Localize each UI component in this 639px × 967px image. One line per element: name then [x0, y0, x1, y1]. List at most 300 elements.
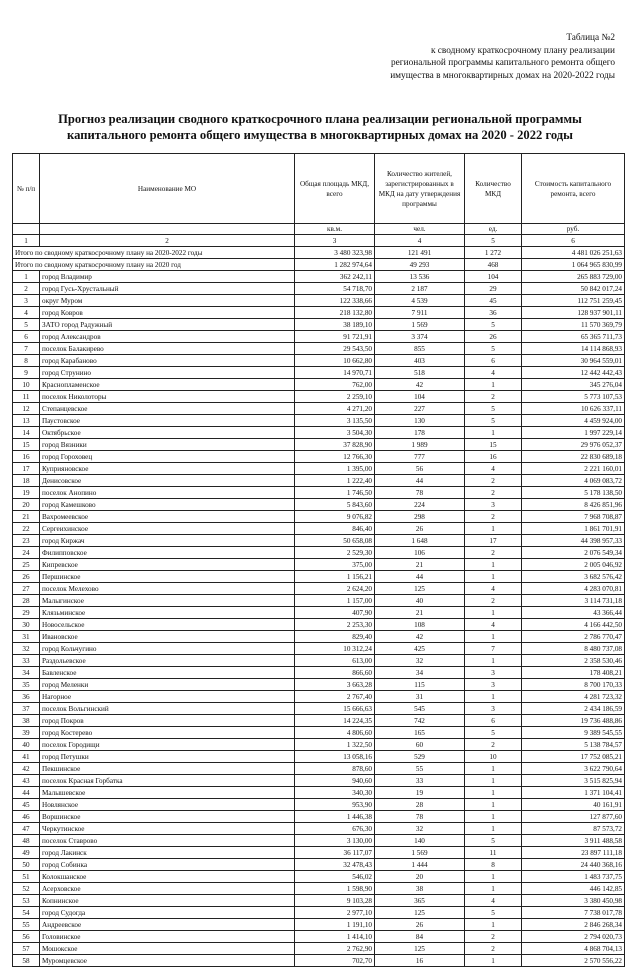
municipality-name: Муромцевское — [40, 955, 295, 967]
row-number: 44 — [13, 787, 40, 799]
municipality-name: округ Муром — [40, 295, 295, 307]
mkd-count: 4 — [465, 619, 522, 631]
cost-value: 3 622 790,64 — [522, 763, 625, 775]
mkd-count: 1 — [465, 559, 522, 571]
area-value: 1 322,50 — [295, 739, 375, 751]
cost-value: 43 366,44 — [522, 607, 625, 619]
col-header-residents: Количество жителей, зарегистрированных в МКД на дату утверждения программы — [375, 154, 465, 224]
mkd-count: 2 — [465, 487, 522, 499]
row-number: 58 — [13, 955, 40, 967]
cost-value: 2 794 020,73 — [522, 931, 625, 943]
row-number: 16 — [13, 451, 40, 463]
mkd-count: 1 — [465, 811, 522, 823]
area-value: 829,40 — [295, 631, 375, 643]
table-row — [13, 667, 625, 679]
table-row — [13, 343, 625, 355]
area-value: 4 806,60 — [295, 727, 375, 739]
cost-value: 2 076 549,34 — [522, 547, 625, 559]
cost-value: 22 830 689,18 — [522, 451, 625, 463]
mkd-count: 1 — [465, 823, 522, 835]
row-number: 35 — [13, 679, 40, 691]
row-number: 3 — [13, 295, 40, 307]
row-number: 42 — [13, 763, 40, 775]
units-row — [13, 224, 625, 235]
cost-value: 1 371 104,41 — [522, 787, 625, 799]
cost-value: 7 738 017,78 — [522, 907, 625, 919]
area-value: 1 414,10 — [295, 931, 375, 943]
residents-value: 130 — [375, 415, 465, 427]
row-number: 41 — [13, 751, 40, 763]
area-value: 15 666,63 — [295, 703, 375, 715]
cost-value: 4 283 070,81 — [522, 583, 625, 595]
table-row — [13, 571, 625, 583]
cost-value: 2 434 186,59 — [522, 703, 625, 715]
area-value: 2 529,30 — [295, 547, 375, 559]
totals-label: Итого по сводному краткосрочному плану на 2020-2022 годы — [13, 247, 295, 259]
municipality-name: город Вязники — [40, 439, 295, 451]
cost-value: 4 166 442,50 — [522, 619, 625, 631]
mkd-count: 2 — [465, 547, 522, 559]
table-row — [13, 523, 625, 535]
area-value: 702,70 — [295, 955, 375, 967]
mkd-count: 1 — [465, 427, 522, 439]
row-number: 46 — [13, 811, 40, 823]
mkd-count: 5 — [465, 907, 522, 919]
area-value: 866,60 — [295, 667, 375, 679]
totals-cost: 1 064 965 830,99 — [522, 259, 625, 271]
cost-value: 8 700 170,33 — [522, 679, 625, 691]
area-value: 362 242,11 — [295, 271, 375, 283]
cost-value: 14 114 868,93 — [522, 343, 625, 355]
residents-value: 545 — [375, 703, 465, 715]
mkd-count: 4 — [465, 463, 522, 475]
row-number: 27 — [13, 583, 40, 595]
municipality-name: город Александров — [40, 331, 295, 343]
area-value: 1 598,90 — [295, 883, 375, 895]
area-value: 2 624,20 — [295, 583, 375, 595]
mkd-count: 5 — [465, 319, 522, 331]
residents-value: 777 — [375, 451, 465, 463]
area-value: 10 312,24 — [295, 643, 375, 655]
residents-value: 106 — [375, 547, 465, 559]
municipality-name: поселок Анопино — [40, 487, 295, 499]
area-value: 3 130,00 — [295, 835, 375, 847]
cost-value: 8 426 851,96 — [522, 499, 625, 511]
mkd-count: 45 — [465, 295, 522, 307]
table-row — [13, 607, 625, 619]
municipality-name: Сергеихинское — [40, 523, 295, 535]
row-number: 31 — [13, 631, 40, 643]
mkd-count: 2 — [465, 931, 522, 943]
table-row — [13, 859, 625, 871]
table-row — [13, 751, 625, 763]
row-number: 37 — [13, 703, 40, 715]
table-row — [13, 643, 625, 655]
mkd-count: 5 — [465, 403, 522, 415]
area-value: 50 658,08 — [295, 535, 375, 547]
mkd-count: 1 — [465, 871, 522, 883]
mkd-count: 15 — [465, 439, 522, 451]
cost-value: 2 846 268,34 — [522, 919, 625, 931]
residents-value: 115 — [375, 679, 465, 691]
unit-cost: руб. — [522, 224, 625, 235]
cost-value: 17 752 085,21 — [522, 751, 625, 763]
mkd-count: 11 — [465, 847, 522, 859]
cost-value: 23 897 111,18 — [522, 847, 625, 859]
residents-value: 1 569 — [375, 847, 465, 859]
mkd-count: 16 — [465, 451, 522, 463]
municipality-name: Новлянское — [40, 799, 295, 811]
mkd-count: 2 — [465, 739, 522, 751]
residents-value: 42 — [375, 631, 465, 643]
table-row — [13, 799, 625, 811]
area-value: 1 222,40 — [295, 475, 375, 487]
mkd-count: 1 — [465, 919, 522, 931]
municipality-name: Колокшанское — [40, 871, 295, 883]
row-number: 45 — [13, 799, 40, 811]
area-value: 1 156,21 — [295, 571, 375, 583]
col-number: 1 — [13, 235, 40, 247]
area-value: 36 117,07 — [295, 847, 375, 859]
table-row — [13, 895, 625, 907]
row-number: 53 — [13, 895, 40, 907]
mkd-count: 3 — [465, 679, 522, 691]
mkd-count: 2 — [465, 475, 522, 487]
row-number: 18 — [13, 475, 40, 487]
municipality-name: город Покров — [40, 715, 295, 727]
table-row — [13, 595, 625, 607]
row-number: 47 — [13, 823, 40, 835]
residents-value: 40 — [375, 595, 465, 607]
area-value: 1 157,00 — [295, 595, 375, 607]
totals-area: 1 282 974,64 — [295, 259, 375, 271]
table-row — [13, 847, 625, 859]
municipality-name: город Владимир — [40, 271, 295, 283]
table-row — [13, 715, 625, 727]
residents-value: 125 — [375, 907, 465, 919]
cost-value: 5 773 107,53 — [522, 391, 625, 403]
mkd-count: 1 — [465, 955, 522, 967]
table-row — [13, 871, 625, 883]
table-header-row — [13, 154, 625, 224]
table-row — [13, 355, 625, 367]
cost-value: 178 408,21 — [522, 667, 625, 679]
municipality-name: Мошокское — [40, 943, 295, 955]
row-number: 29 — [13, 607, 40, 619]
row-number: 50 — [13, 859, 40, 871]
mkd-count: 1 — [465, 607, 522, 619]
table-row — [13, 619, 625, 631]
cost-value: 3 682 576,42 — [522, 571, 625, 583]
totals-cost: 4 481 026 251,63 — [522, 247, 625, 259]
row-number: 36 — [13, 691, 40, 703]
col-number: 4 — [375, 235, 465, 247]
row-number: 49 — [13, 847, 40, 859]
area-value: 12 766,30 — [295, 451, 375, 463]
table-row — [13, 583, 625, 595]
table-row — [13, 415, 625, 427]
municipality-name: Филипповское — [40, 547, 295, 559]
mkd-count: 1 — [465, 799, 522, 811]
row-number: 30 — [13, 619, 40, 631]
mkd-count: 17 — [465, 535, 522, 547]
cost-value: 5 178 138,50 — [522, 487, 625, 499]
area-value: 29 543,50 — [295, 343, 375, 355]
cost-value: 1 997 229,14 — [522, 427, 625, 439]
caption-line: региональной программы капитального ремонта общего — [391, 58, 615, 69]
table-row — [13, 511, 625, 523]
residents-value: 224 — [375, 499, 465, 511]
row-number: 51 — [13, 871, 40, 883]
row-number: 6 — [13, 331, 40, 343]
mkd-count: 4 — [465, 583, 522, 595]
residents-value: 4 539 — [375, 295, 465, 307]
municipality-name: Ивановское — [40, 631, 295, 643]
table-row — [13, 535, 625, 547]
residents-value: 1 648 — [375, 535, 465, 547]
table-body — [13, 247, 625, 967]
mkd-count: 1 — [465, 787, 522, 799]
cost-value: 3 911 488,58 — [522, 835, 625, 847]
col-number: 6 — [522, 235, 625, 247]
row-number: 25 — [13, 559, 40, 571]
cost-value: 10 626 337,11 — [522, 403, 625, 415]
cost-value: 2 005 046,92 — [522, 559, 625, 571]
totals-row — [13, 259, 625, 271]
table-row — [13, 487, 625, 499]
cost-value: 127 877,60 — [522, 811, 625, 823]
table-row — [13, 331, 625, 343]
area-value: 14 970,71 — [295, 367, 375, 379]
municipality-name: поселок Ставрово — [40, 835, 295, 847]
table-row — [13, 931, 625, 943]
mkd-count: 26 — [465, 331, 522, 343]
area-value: 38 189,10 — [295, 319, 375, 331]
column-numbers-row — [13, 235, 625, 247]
area-value: 3 663,28 — [295, 679, 375, 691]
cost-value: 29 976 052,37 — [522, 439, 625, 451]
row-number: 52 — [13, 883, 40, 895]
row-number: 56 — [13, 931, 40, 943]
residents-value: 403 — [375, 355, 465, 367]
municipality-name: город Костерево — [40, 727, 295, 739]
municipality-name: город Меленки — [40, 679, 295, 691]
row-number: 23 — [13, 535, 40, 547]
table-row — [13, 955, 625, 967]
mkd-count: 5 — [465, 415, 522, 427]
table-row — [13, 823, 625, 835]
table-row — [13, 907, 625, 919]
row-number: 1 — [13, 271, 40, 283]
mkd-count: 6 — [465, 715, 522, 727]
area-value: 2 259,10 — [295, 391, 375, 403]
residents-value: 78 — [375, 487, 465, 499]
residents-value: 3 374 — [375, 331, 465, 343]
residents-value: 28 — [375, 799, 465, 811]
row-number: 55 — [13, 919, 40, 931]
municipality-name: Воршинское — [40, 811, 295, 823]
municipality-name: город Камешково — [40, 499, 295, 511]
residents-value: 16 — [375, 955, 465, 967]
col-header-area: Общая площадь МКД, всего — [295, 154, 375, 224]
mkd-count: 1 — [465, 883, 522, 895]
residents-value: 26 — [375, 523, 465, 535]
residents-value: 55 — [375, 763, 465, 775]
cost-value: 30 964 559,01 — [522, 355, 625, 367]
municipality-name: ЗАТО город Радужный — [40, 319, 295, 331]
cost-value: 7 968 708,87 — [522, 511, 625, 523]
mkd-count: 1 — [465, 763, 522, 775]
cost-value: 112 751 259,45 — [522, 295, 625, 307]
table-caption — [355, 32, 615, 82]
area-value: 5 843,60 — [295, 499, 375, 511]
totals-residents: 49 293 — [375, 259, 465, 271]
table-row — [13, 811, 625, 823]
municipality-name: поселок Вольгинский — [40, 703, 295, 715]
cost-value: 446 142,85 — [522, 883, 625, 895]
municipality-name: Головинское — [40, 931, 295, 943]
row-number: 40 — [13, 739, 40, 751]
row-number: 20 — [13, 499, 40, 511]
area-value: 878,60 — [295, 763, 375, 775]
area-value: 14 224,35 — [295, 715, 375, 727]
residents-value: 298 — [375, 511, 465, 523]
municipality-name: Краснопламенское — [40, 379, 295, 391]
row-number: 22 — [13, 523, 40, 535]
cost-value: 9 389 545,55 — [522, 727, 625, 739]
cost-value: 1 861 701,91 — [522, 523, 625, 535]
area-value: 2 762,90 — [295, 943, 375, 955]
mkd-count: 2 — [465, 595, 522, 607]
cost-value: 128 937 901,11 — [522, 307, 625, 319]
row-number: 13 — [13, 415, 40, 427]
mkd-count: 1 — [465, 691, 522, 703]
residents-value: 78 — [375, 811, 465, 823]
area-value: 9 076,82 — [295, 511, 375, 523]
municipality-name: город Собинка — [40, 859, 295, 871]
area-value: 340,30 — [295, 787, 375, 799]
cost-value: 65 365 711,73 — [522, 331, 625, 343]
municipality-name: Бавленское — [40, 667, 295, 679]
row-number: 19 — [13, 487, 40, 499]
municipality-name: Степанцевское — [40, 403, 295, 415]
municipality-name: Раздольевское — [40, 655, 295, 667]
residents-value: 529 — [375, 751, 465, 763]
residents-value: 32 — [375, 655, 465, 667]
residents-value: 365 — [375, 895, 465, 907]
cost-value: 2 570 556,22 — [522, 955, 625, 967]
cost-value: 40 161,91 — [522, 799, 625, 811]
cost-value: 4 281 723,32 — [522, 691, 625, 703]
residents-value: 125 — [375, 583, 465, 595]
residents-value: 60 — [375, 739, 465, 751]
cost-value: 1 483 737,75 — [522, 871, 625, 883]
residents-value: 34 — [375, 667, 465, 679]
area-value: 10 662,80 — [295, 355, 375, 367]
area-value: 1 395,00 — [295, 463, 375, 475]
cost-value: 4 069 083,72 — [522, 475, 625, 487]
mkd-count: 1 — [465, 571, 522, 583]
table-row — [13, 703, 625, 715]
row-number: 5 — [13, 319, 40, 331]
area-value: 846,40 — [295, 523, 375, 535]
municipality-name: Копнинское — [40, 895, 295, 907]
area-value: 4 271,20 — [295, 403, 375, 415]
mkd-count: 6 — [465, 355, 522, 367]
col-header-cost: Стоимость капитального ремонта, всего — [522, 154, 625, 224]
area-value: 1 746,50 — [295, 487, 375, 499]
col-header-mkd: Количество МКД — [465, 154, 522, 224]
totals-residents: 121 491 — [375, 247, 465, 259]
cost-value: 12 442 442,43 — [522, 367, 625, 379]
row-number: 26 — [13, 571, 40, 583]
area-value: 91 721,91 — [295, 331, 375, 343]
area-value: 3 504,30 — [295, 427, 375, 439]
cost-value: 19 736 488,86 — [522, 715, 625, 727]
row-number: 24 — [13, 547, 40, 559]
table-row — [13, 679, 625, 691]
area-value: 9 103,28 — [295, 895, 375, 907]
municipality-name: поселок Балакирево — [40, 343, 295, 355]
municipality-name: Пекшинское — [40, 763, 295, 775]
mkd-count: 2 — [465, 511, 522, 523]
area-value: 676,30 — [295, 823, 375, 835]
residents-value: 21 — [375, 607, 465, 619]
area-value: 407,90 — [295, 607, 375, 619]
residents-value: 178 — [375, 427, 465, 439]
caption-line: Таблица №2 — [566, 33, 615, 43]
area-value: 37 828,90 — [295, 439, 375, 451]
row-number: 28 — [13, 595, 40, 607]
cost-value: 87 573,72 — [522, 823, 625, 835]
municipality-name: Паустовское — [40, 415, 295, 427]
table-row — [13, 559, 625, 571]
municipality-name: город Ковров — [40, 307, 295, 319]
row-number: 12 — [13, 403, 40, 415]
municipality-name: Октябрьское — [40, 427, 295, 439]
unit-residents: чел. — [375, 224, 465, 235]
row-number: 15 — [13, 439, 40, 451]
table-row — [13, 295, 625, 307]
area-value: 3 135,50 — [295, 415, 375, 427]
residents-value: 855 — [375, 343, 465, 355]
row-number: 7 — [13, 343, 40, 355]
row-number: 4 — [13, 307, 40, 319]
area-value: 1 191,10 — [295, 919, 375, 931]
table-row — [13, 271, 625, 283]
mkd-count: 1 — [465, 775, 522, 787]
area-value: 13 058,16 — [295, 751, 375, 763]
municipality-name: город Гороховец — [40, 451, 295, 463]
mkd-count: 3 — [465, 667, 522, 679]
table-row — [13, 439, 625, 451]
mkd-count: 4 — [465, 895, 522, 907]
cost-value: 3 114 731,18 — [522, 595, 625, 607]
cost-value: 3 515 825,94 — [522, 775, 625, 787]
row-number: 34 — [13, 667, 40, 679]
row-number: 10 — [13, 379, 40, 391]
totals-row — [13, 247, 625, 259]
mkd-count: 3 — [465, 703, 522, 715]
mkd-count: 5 — [465, 727, 522, 739]
area-value: 613,00 — [295, 655, 375, 667]
unit-area: кв.м. — [295, 224, 375, 235]
municipality-name: поселок Николоторы — [40, 391, 295, 403]
municipality-name: Новосельское — [40, 619, 295, 631]
municipality-name: Асерховское — [40, 883, 295, 895]
municipality-name: поселок Красная Горбатка — [40, 775, 295, 787]
municipality-name: Першинское — [40, 571, 295, 583]
